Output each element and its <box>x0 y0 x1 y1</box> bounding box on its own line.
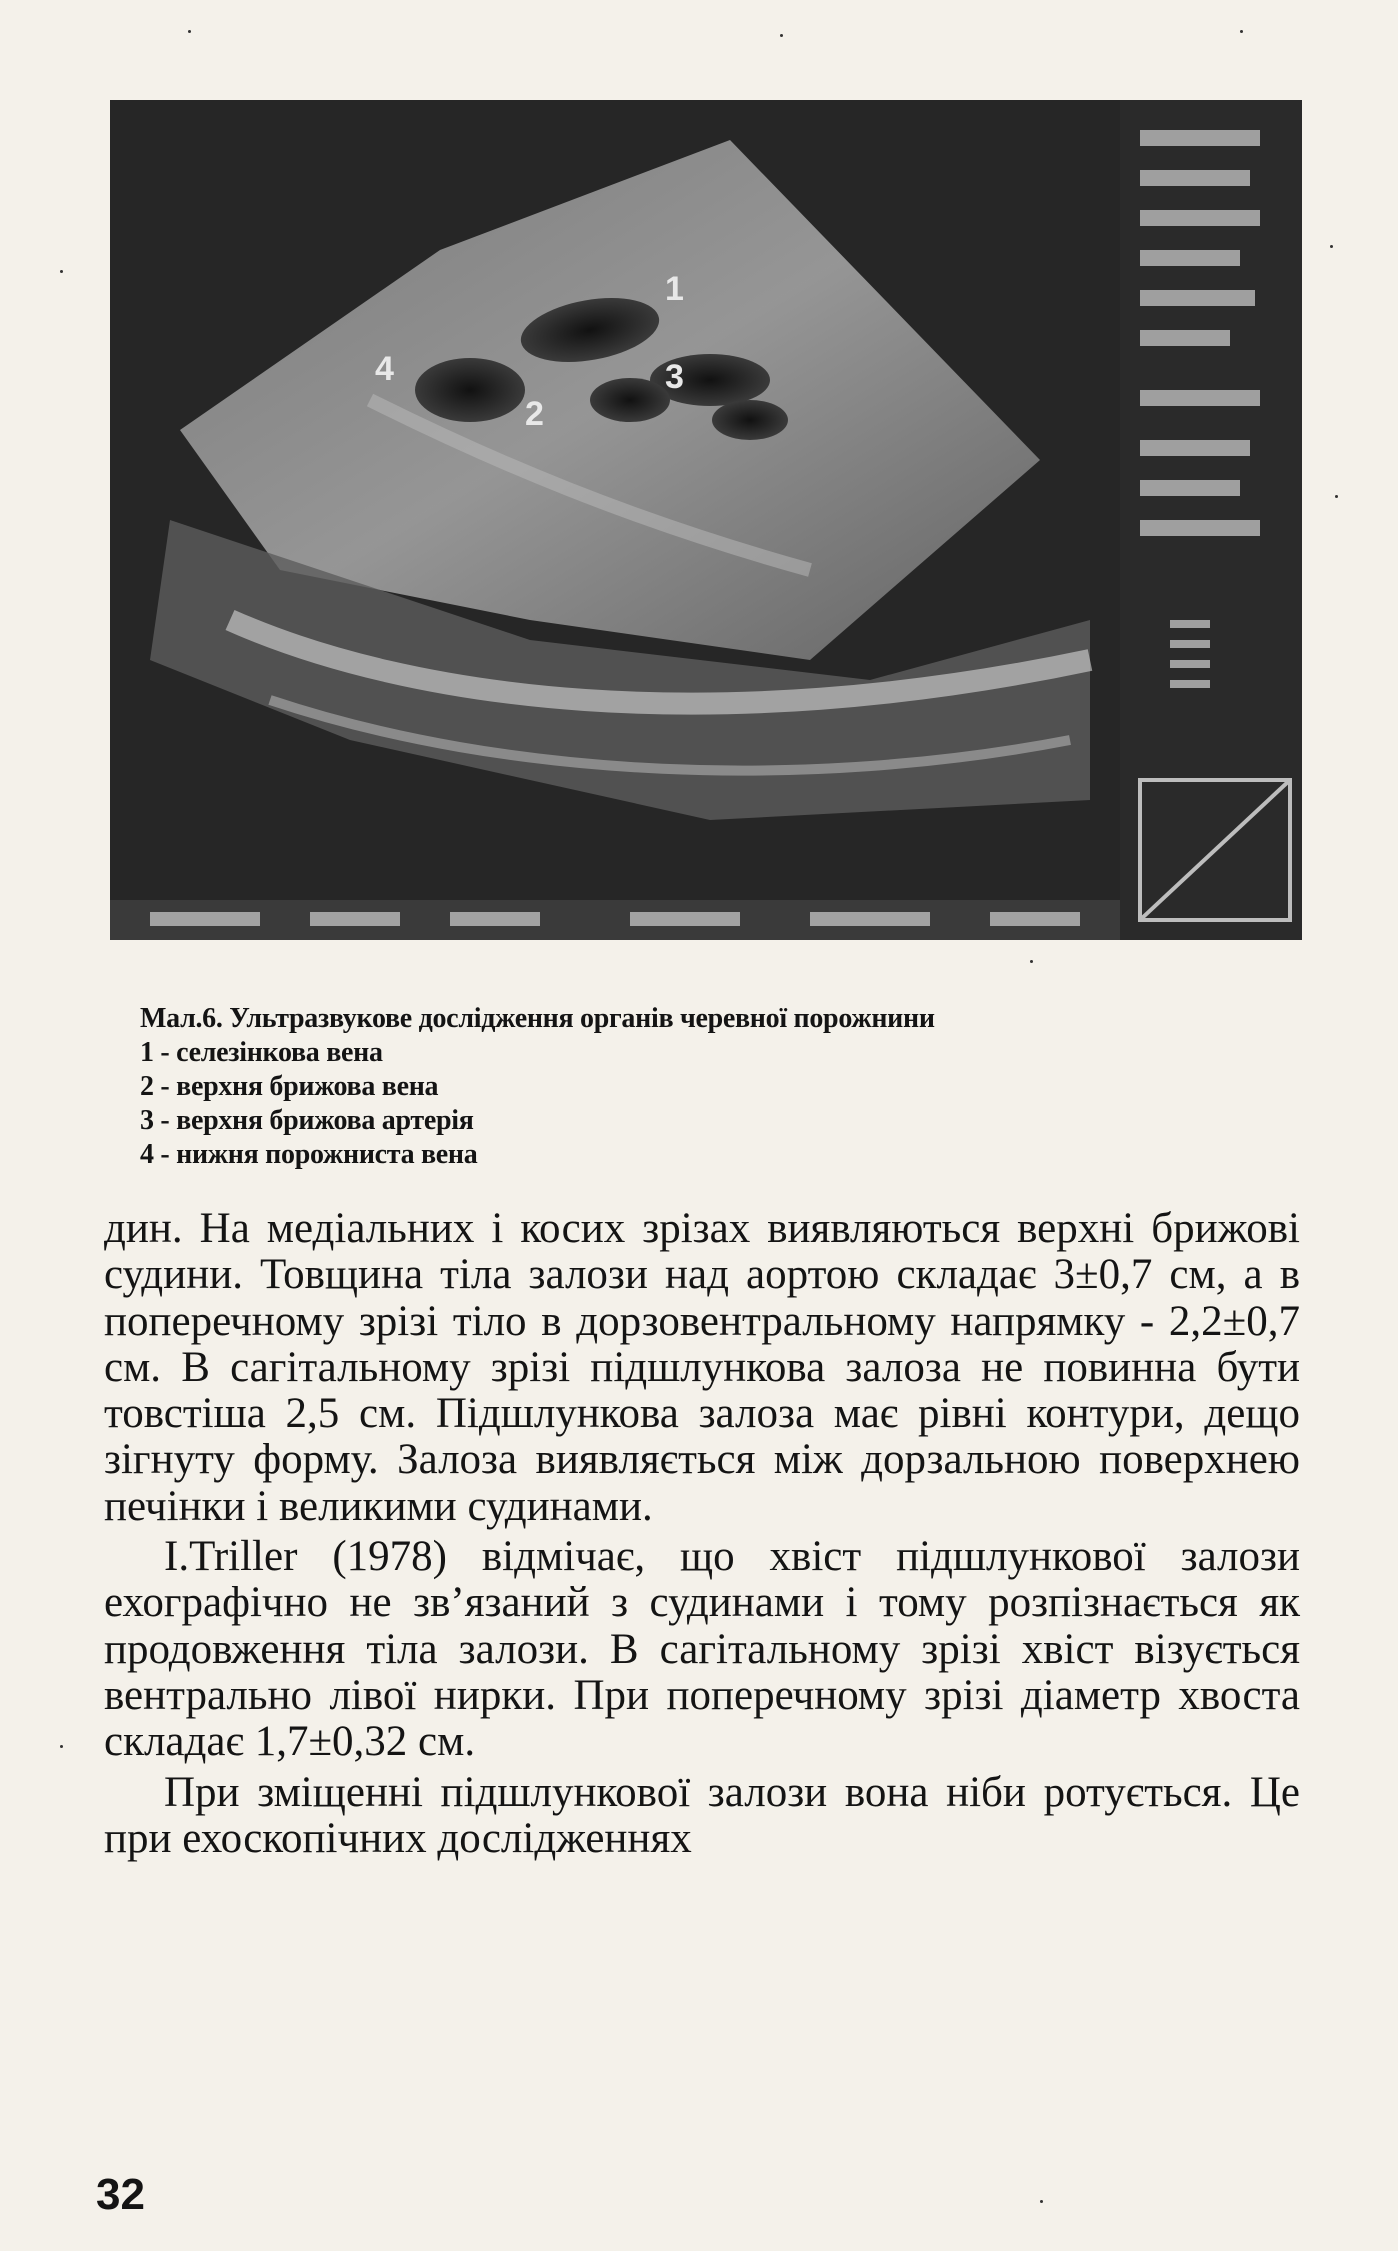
caption-item: 2 - верхня брижова вена <box>140 1071 439 1102</box>
body-text <box>104 1206 1300 1862</box>
figure-label-4: 4 <box>375 350 394 388</box>
caption-item: 1 - селезінкова вена <box>140 1037 383 1068</box>
caption-title: Мал.6. Ультразвукове дослідження органів черевної порожнини <box>140 1003 935 1034</box>
paragraph: I.Triller (1978) відмічає, що хвіст підшлункової залози ехографічно не зв’язаний з судинами і тому розпізнається як продовження тіла залози. В сагітальному зрізі хвіст візується вентрально лівої нирки. При поперечному зрізі діаметр хвоста складає 1,7±0,32 см. <box>104 1533 1300 1766</box>
figure-label-3: 3 <box>665 358 684 396</box>
ultrasound-scan-image <box>110 100 1302 940</box>
figure-label-1: 1 <box>665 270 684 308</box>
ultrasound-figure <box>110 100 1302 940</box>
caption-item: 3 - верхня брижова артерія <box>140 1105 474 1136</box>
figure-caption <box>140 1002 1290 1172</box>
paragraph: дин. На медіальних і косих зрізах виявляються верхні брижові судини. Товщина тіла залози над аортою складає 3±0,7 см, а в поперечному зрізі тіло в дорзовентральному напрямку - 2,2±0,7 см. В сагітальному зрізі підшлункова залоза не повинна бути товстіша 2,5 см. Підшлункова залоза має рівні контури, дещо зігнуту форму. Залоза виявляється між дорзальною поверхнею печінки і великими судинами. <box>104 1205 1300 1530</box>
figure-label-2: 2 <box>525 395 544 433</box>
paragraph: При зміщенні підшлункової залози вона ніби ротується. Це при ехоскопічних дослідженнях <box>104 1768 1300 1862</box>
caption-item: 4 - нижня порожниста вена <box>140 1139 478 1170</box>
page-number: 32 <box>96 2170 145 2219</box>
